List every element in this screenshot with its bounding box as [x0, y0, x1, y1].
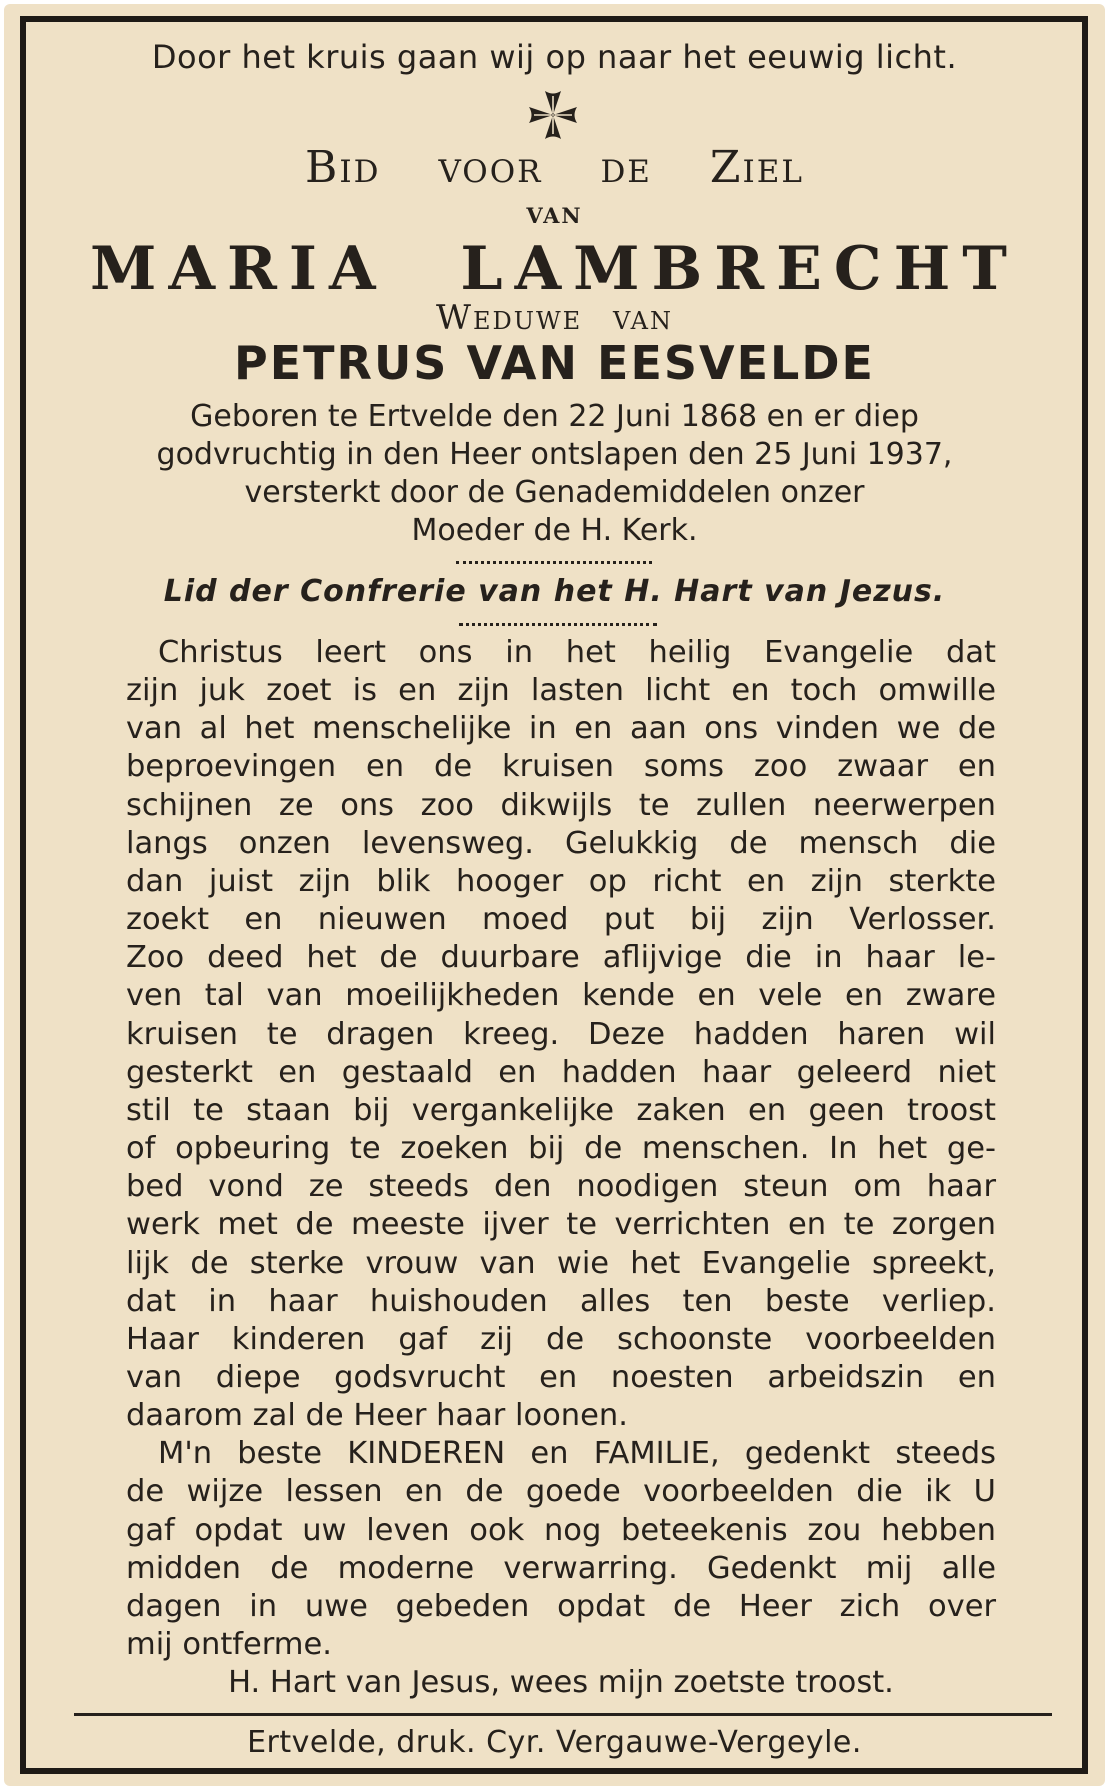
text-line: van al het menschelijke in en aan ons vinden we de: [126, 711, 996, 747]
birth-death-line: Moeder de H. Kerk.: [411, 513, 698, 548]
cross-pattee-icon: [526, 88, 580, 142]
text-line: stil te staan bij vergankelijke zaken en geen troost: [126, 1092, 996, 1128]
text-line: kruisen te dragen kreeg. Deze hadden haren wil: [126, 1016, 996, 1052]
text-line: langs onzen levensweg. Gelukkig de mensch die: [126, 825, 996, 861]
text-line: Christus leert ons in het heilig Evangelie dat: [158, 635, 996, 670]
text-line: bed vond ze steeds den noodigen steun om haar: [126, 1169, 996, 1205]
heading-van: van: [526, 196, 583, 231]
text-line: de wijze lessen en de goede voorbeelden die ik U: [126, 1474, 996, 1510]
text-line: of opbeuring te zoeken bij de menschen. In het ge-: [126, 1131, 996, 1167]
confraternity-line: Lid der Confrerie van het H. Hart van Jezus.: [163, 574, 946, 609]
closing-prayer: H. Hart van Jesus, wees mijn zoetste troost.: [228, 1665, 894, 1701]
widow-of-label: Weduwe van: [436, 298, 673, 338]
memorial-text: [126, 634, 996, 1702]
footer-rule: [74, 1713, 1052, 1716]
prayer-heading: Bid voor de Ziel: [305, 142, 804, 193]
text-line: schijnen ze ons zoo dikwijls te zullen neerwerpen: [126, 787, 996, 823]
printer-imprint: Ertvelde, druk. Cyr. Vergauwe-Vergeyle.: [247, 1725, 862, 1760]
deceased-name: MARIA LAMBRECHT: [90, 234, 1019, 304]
text-line: lijk de sterke vrouw van wie het Evangelie spreekt,: [126, 1245, 996, 1281]
text-line: dat in haar huishouden alles ten beste verliep.: [126, 1283, 996, 1319]
text-line: werk met de meeste ijver te verrichten en te zorgen: [126, 1207, 996, 1243]
text-line: dan juist zijn blik hooger op richt en zijn sterkte: [126, 863, 996, 899]
text-line: ven tal van moeilijkheden kende en vele en zware: [126, 978, 996, 1014]
text-line: mij ontferme.: [126, 1627, 332, 1663]
text-line: gaf opdat uw leven ook nog beteekenis zou hebben: [126, 1512, 996, 1548]
text-line: dagen in uwe gebeden opdat de Heer zich over: [126, 1588, 996, 1624]
text-line: van diepe godsvrucht en noesten arbeidszin en: [126, 1359, 996, 1395]
text-line: Zoo deed het de duurbare aflijvige die in haar le-: [126, 940, 996, 976]
text-line: daarom zal de Heer haar loonen.: [126, 1398, 628, 1434]
text-line: Haar kinderen gaf zij de schoonste voorbeelden: [126, 1321, 996, 1357]
dotted-divider: [456, 561, 652, 564]
birth-death-statement: [100, 398, 1009, 550]
husband-name: PETRUS VAN EESVELDE: [234, 336, 875, 390]
text-line: midden de moderne verwarring. Gedenkt mij alle: [126, 1550, 996, 1586]
text-line: gesterkt en gestaald en hadden haar geleerd niet: [126, 1054, 996, 1090]
dotted-divider: [459, 623, 657, 626]
text-line: zijn juk zoet is en zijn lasten licht en toch omwille: [126, 673, 996, 709]
text-line: M'n beste KINDEREN en FAMILIE, gedenkt steeds: [158, 1436, 996, 1472]
birth-death-line: godvruchtig in den Heer ontslapen den 25 Juni 1937,: [156, 437, 953, 472]
motto: Door het kruis gaan wij op naar het eeuwig licht.: [151, 38, 958, 76]
birth-death-line: Geboren te Ertvelde den 22 Juni 1868 en er diep: [190, 399, 919, 434]
text-line: beproevingen en de kruisen soms zoo zwaar en: [126, 749, 996, 785]
birth-death-line: versterkt door de Genademiddelen onzer: [244, 475, 865, 510]
text-line: zoekt en nieuwen moed put bij zijn Verlosser.: [126, 902, 996, 938]
